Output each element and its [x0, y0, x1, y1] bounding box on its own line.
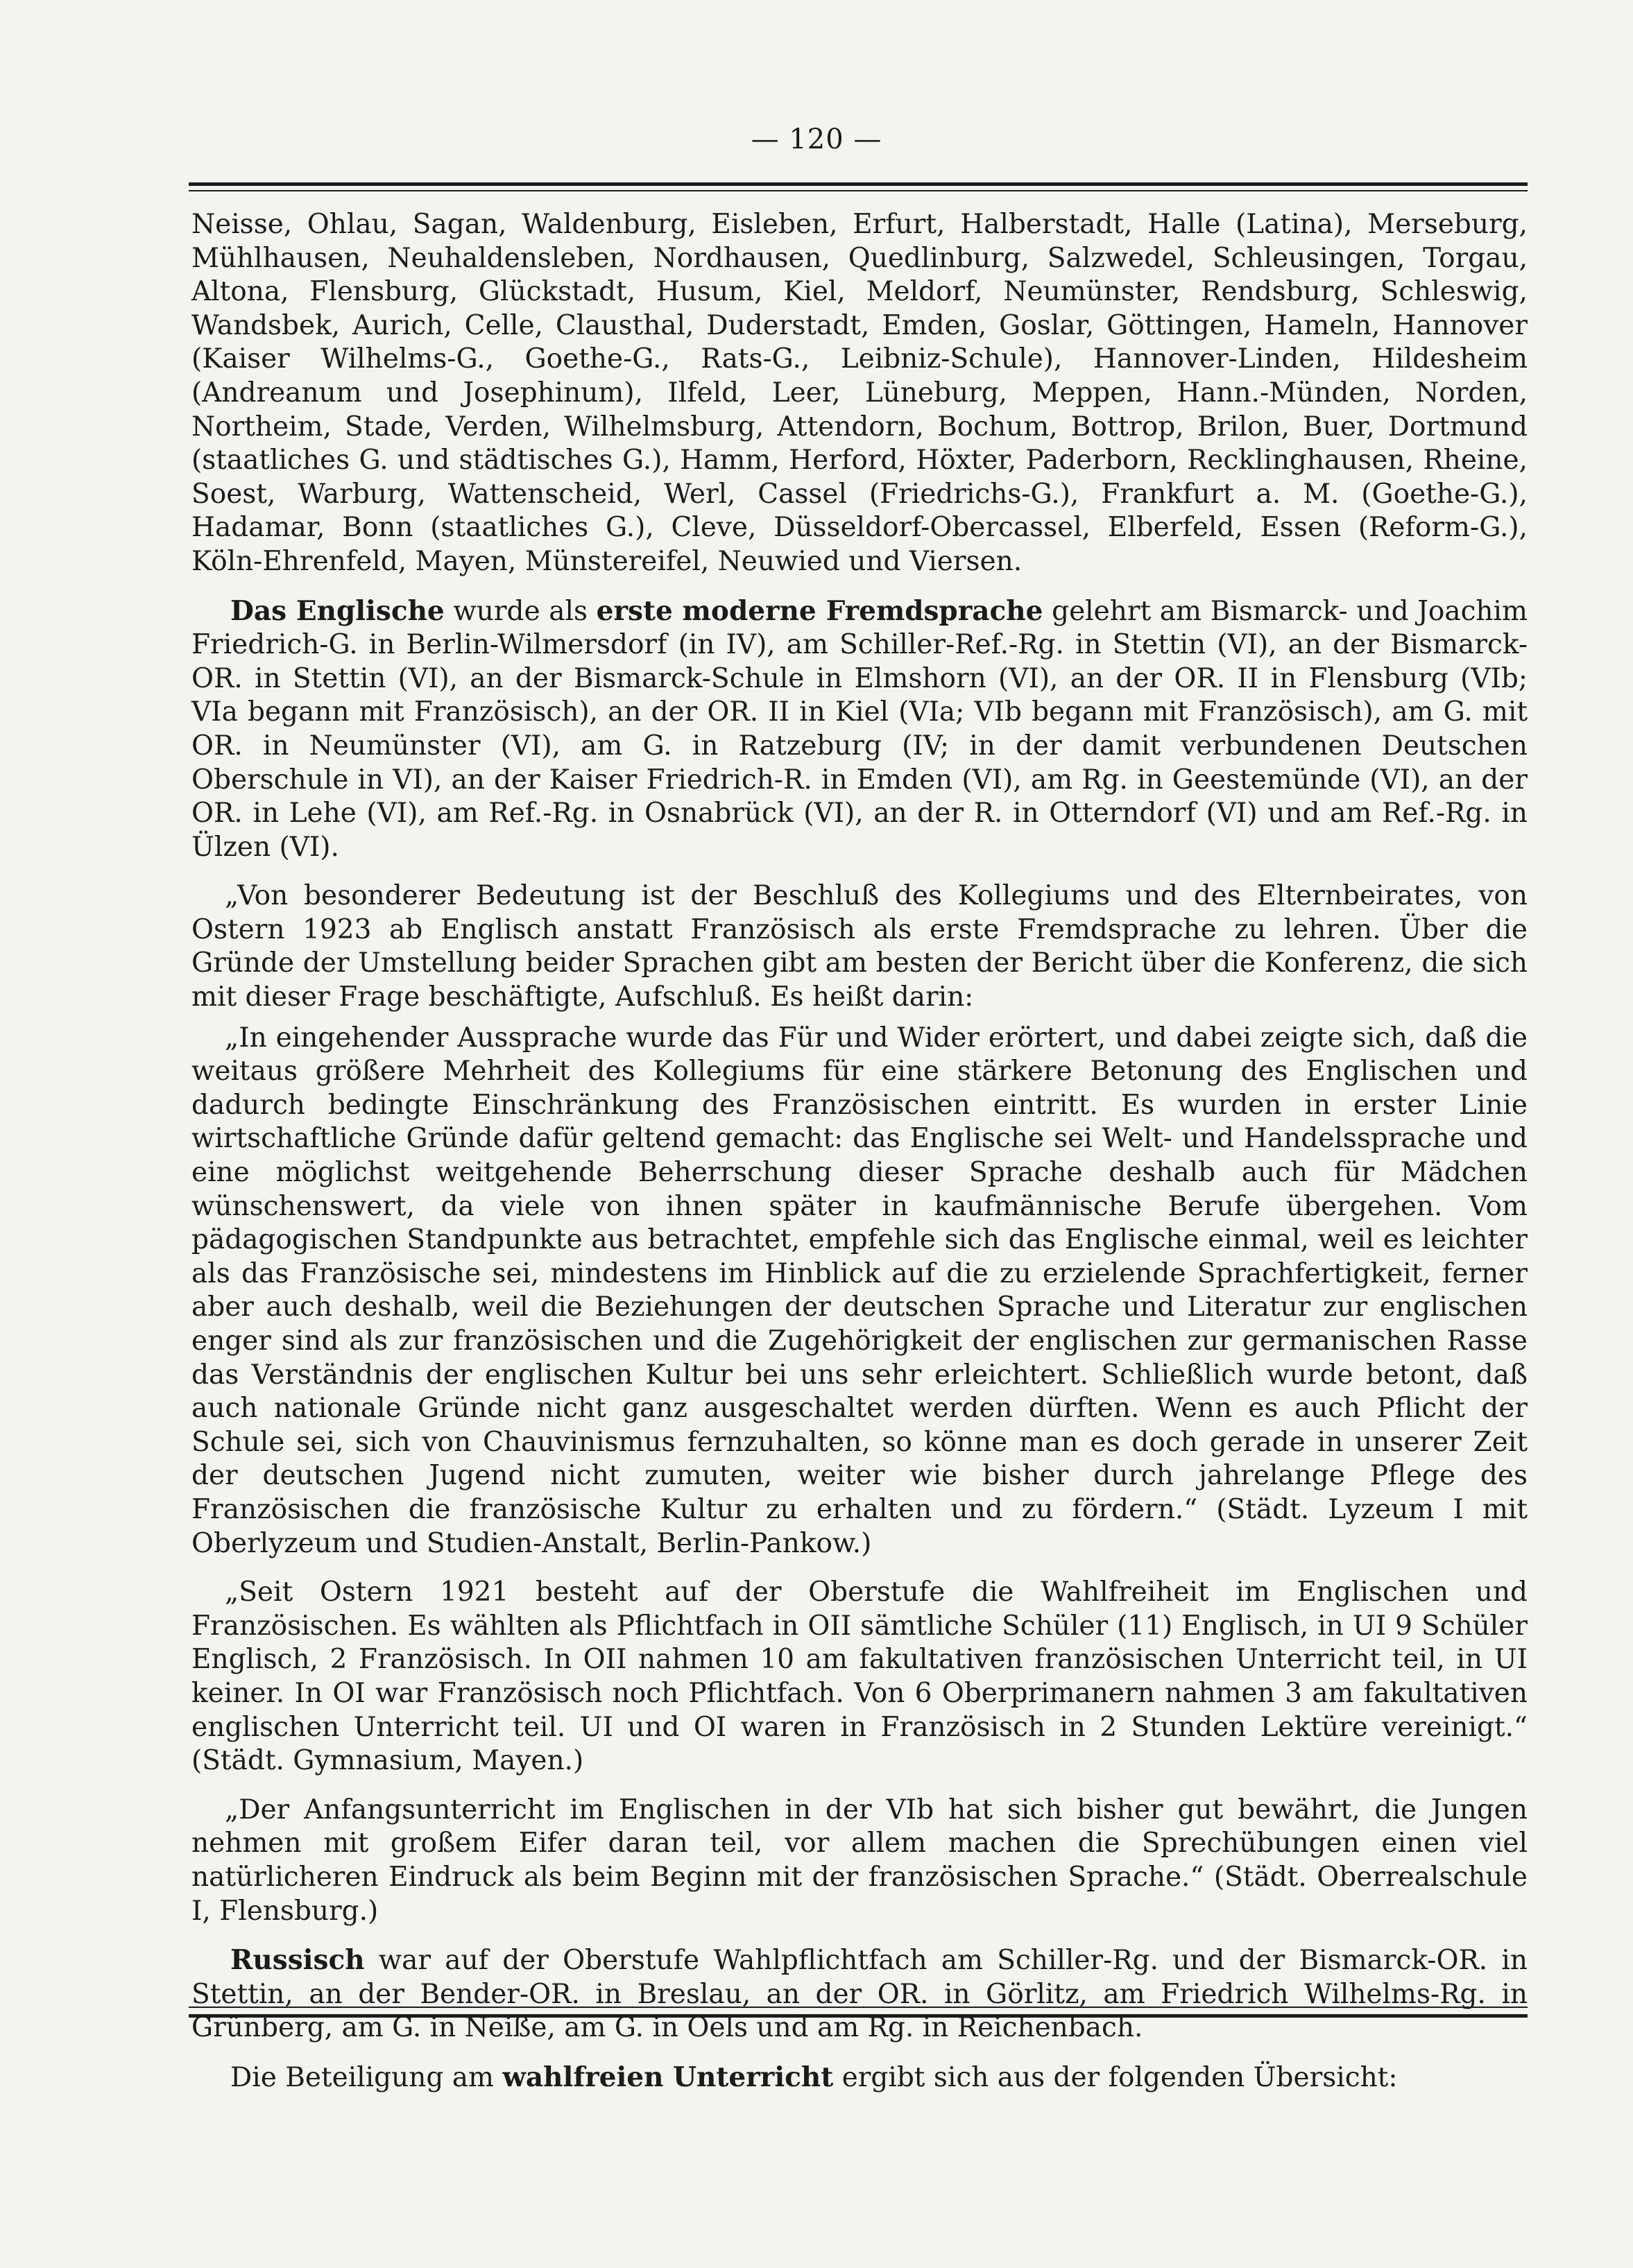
russian-rest: war auf der Oberstufe Wahlpflichtfach am Schiller-Rg. und der Bismarck-OR. in Stettin, an der Bender-OR. in Breslau, an der OR. in Görlitz, am Friedrich Wilhelms-Rg. in Grünberg, am G. in Neiße, am G. in Oels und am Rg. in Reichenbach.	[191, 1945, 1528, 2044]
english-rest: gelehrt am Bismarck- und Joachim Friedrich-G. in Berlin-Wilmersdorf (in IV), am Schiller-Ref.-Rg. in Stettin (VI), an der Bismarck-OR. in Stettin (VI), an der Bismarck-Schule in Elmshorn (VI), an der OR. II in Flensburg (VIb; VIa begann mit Französisch), an der OR. II in Kiel (VIa; VIb begann mit Französisch), am G. mit OR. in Neumünster (VI), am G. in Ratzeburg (IV; in der damit verbundenen Deutschen Oberschule in VI), an der Kaiser Friedrich-R. in Emden (VI), am Rg. in Geestemünde (VI), an der OR. in Lehe (VI), am Ref.-Rg. in Osnabrück (VI), an der R. in Otterndorf (VI) und am Ref.-Rg. in Ülzen (VI).	[191, 595, 1528, 863]
english-paragraph	[191, 594, 1528, 865]
towns-paragraph: Neisse, Ohlau, Sagan, Waldenburg, Eisleben, Erfurt, Halberstadt, Halle (Latina), Merseburg, Mühlhausen, Neuhaldensleben, Nordhausen, Quedlinburg, Salzwedel, Schleusingen, Torgau, Altona, Flensburg, Glückstadt, Husum, Kiel, Meldorf, Neumünster, Rendsburg, Schleswig, Wandsbek, Aurich, Celle, Clausthal, Duderstadt, Emden, Goslar, Göttingen, Hameln, Hannover (Kaiser Wilhelms-G., Goethe-G., Rats-G., Leibniz-Schule), Hannover-Linden, Hildesheim (Andreanum und Josephinum), Ilfeld, Leer, Lüneburg, Meppen, Hann.-Münden, Norden, Northeim, Stade, Verden, Wilhelmsburg, Attendorn, Bochum, Bottrop, Brilon, Buer, Dortmund (staatliches G. und städtisches G.), Hamm, Herford, Höxter, Paderborn, Recklinghausen, Rheine, Soest, Warburg, Wattenscheid, Werl, Cassel (Friedrichs-G.), Frankfurt a. M. (Goethe-G.), Hadamar, Bonn (staatliches G.), Cleve, Düsseldorf-Obercassel, Elberfeld, Essen (Reform-G.), Köln-Ehrenfeld, Mayen, Münstereifel, Neuwied und Viersen.	[191, 209, 1528, 577]
quote-paragraph-2: „Seit Ostern 1921 besteht auf der Oberstufe die Wahlfreiheit im Englischen und Französischen. Es wählten als Pflichtfach in OII sämtliche Schüler (11) Englisch, in UI 9 Schüler Englisch, 2 Französisch. In OII nahmen 10 am fakultativen französischen Unterricht teil, in UI keiner. In OI war Französisch noch Pflichtfach. Von 6 Oberprimanern nahmen 3 am fakultativen englischen Unterricht teil. UI und OI waren in Französisch in 2 Stunden Lektüre vereinigt.“ (Städt. Gymnasium, Mayen.)	[191, 1577, 1528, 1777]
quote-paragraph-3: „Der Anfangsunterricht im Englischen in der VIb hat sich bisher gut bewährt, die Jungen nehmen mit großem Eifer daran teil, vor allem machen die Sprechübungen einen viel natürlicheren Eindruck als beim Beginn mit der französischen Sprache.“ (Städt. Oberrealschule I, Flensburg.)	[191, 1794, 1528, 1927]
participation-paragraph	[191, 2061, 1528, 2095]
body-text	[191, 208, 1528, 2095]
quote-paragraph-1: „Von besonderer Bedeutung ist der Beschluß des Kollegiums und des Elternbeirates, von Ostern 1923 ab Englisch anstatt Französisch als erste Fremdsprache zu lehren. Über die Gründe der Umstellung beider Sprachen gibt am besten der Bericht über die Konferenz, die sich mit dieser Frage beschäftigte, Aufschluß. Es heißt darin:	[191, 880, 1528, 1013]
quote-paragraph-1-inner: „In eingehender Aussprache wurde das Für und Wider erörtert, und dabei zeigte sich, daß die weitaus größere Mehrheit des Kollegiums für eine stärkere Betonung des Englischen und dadurch bedingte Einschränkung des Französischen eintritt. Es wurden in erster Linie wirtschaftliche Gründe dafür geltend gemacht: das Englische sei Welt- und Handelssprache und eine möglichst weitgehende Beherrschung dieser Sprache deshalb auch für Mädchen wünschenswert, da viele von ihnen später in kaufmännische Berufe übergehen. Vom pädagogischen Standpunkte aus betrachtet, empfehle sich das Englische einmal, weil es leichter als das Französische sei, mindestens im Hinblick auf die zu erzielende Sprachfertigkeit, ferner aber auch deshalb, weil die Beziehungen der deutschen Sprache und Literatur zur englischen enger sind als zur französischen und die Zugehörigkeit der englischen zur germanischen Rasse das Verständnis der englischen Kultur bei uns sehr erleichtert. Schließlich wurde betont, daß auch nationale Gründe nicht ganz ausgeschaltet werden dürften. Wenn es auch Pflicht der Schule sei, sich von Chauvinismus fernzuhalten, so könne man es doch gerade in unserer Zeit der deutschen Jugend nicht zumuten, weiter wie bisher durch jahrelange Pflege des Französischen die französische Kultur zu erhalten und zu fördern.“ (Städt. Lyzeum I mit Oberlyzeum und Studien-Anstalt, Berlin-Pankow.)	[191, 1022, 1528, 1559]
header-rule-thick	[189, 182, 1528, 186]
participation-bold: wahlfreien Unterricht	[502, 2061, 834, 2093]
header-rule-thin	[189, 190, 1528, 191]
participation-post: ergibt sich aus der folgenden Übersicht:	[833, 2061, 1398, 2093]
footer-rule-thin	[189, 2007, 1528, 2008]
english-mid: wurde als	[444, 595, 597, 627]
footer-rule-thick	[189, 2014, 1528, 2018]
participation-pre: Die Beteiligung am	[230, 2061, 503, 2093]
page-number: — 120 —	[751, 123, 882, 155]
english-first-language: erste moderne Fremdsprache	[596, 594, 1043, 627]
russian-lead: Russisch	[230, 1944, 365, 1977]
english-lead: Das Englische	[230, 594, 445, 627]
russian-paragraph	[191, 1943, 1528, 2045]
